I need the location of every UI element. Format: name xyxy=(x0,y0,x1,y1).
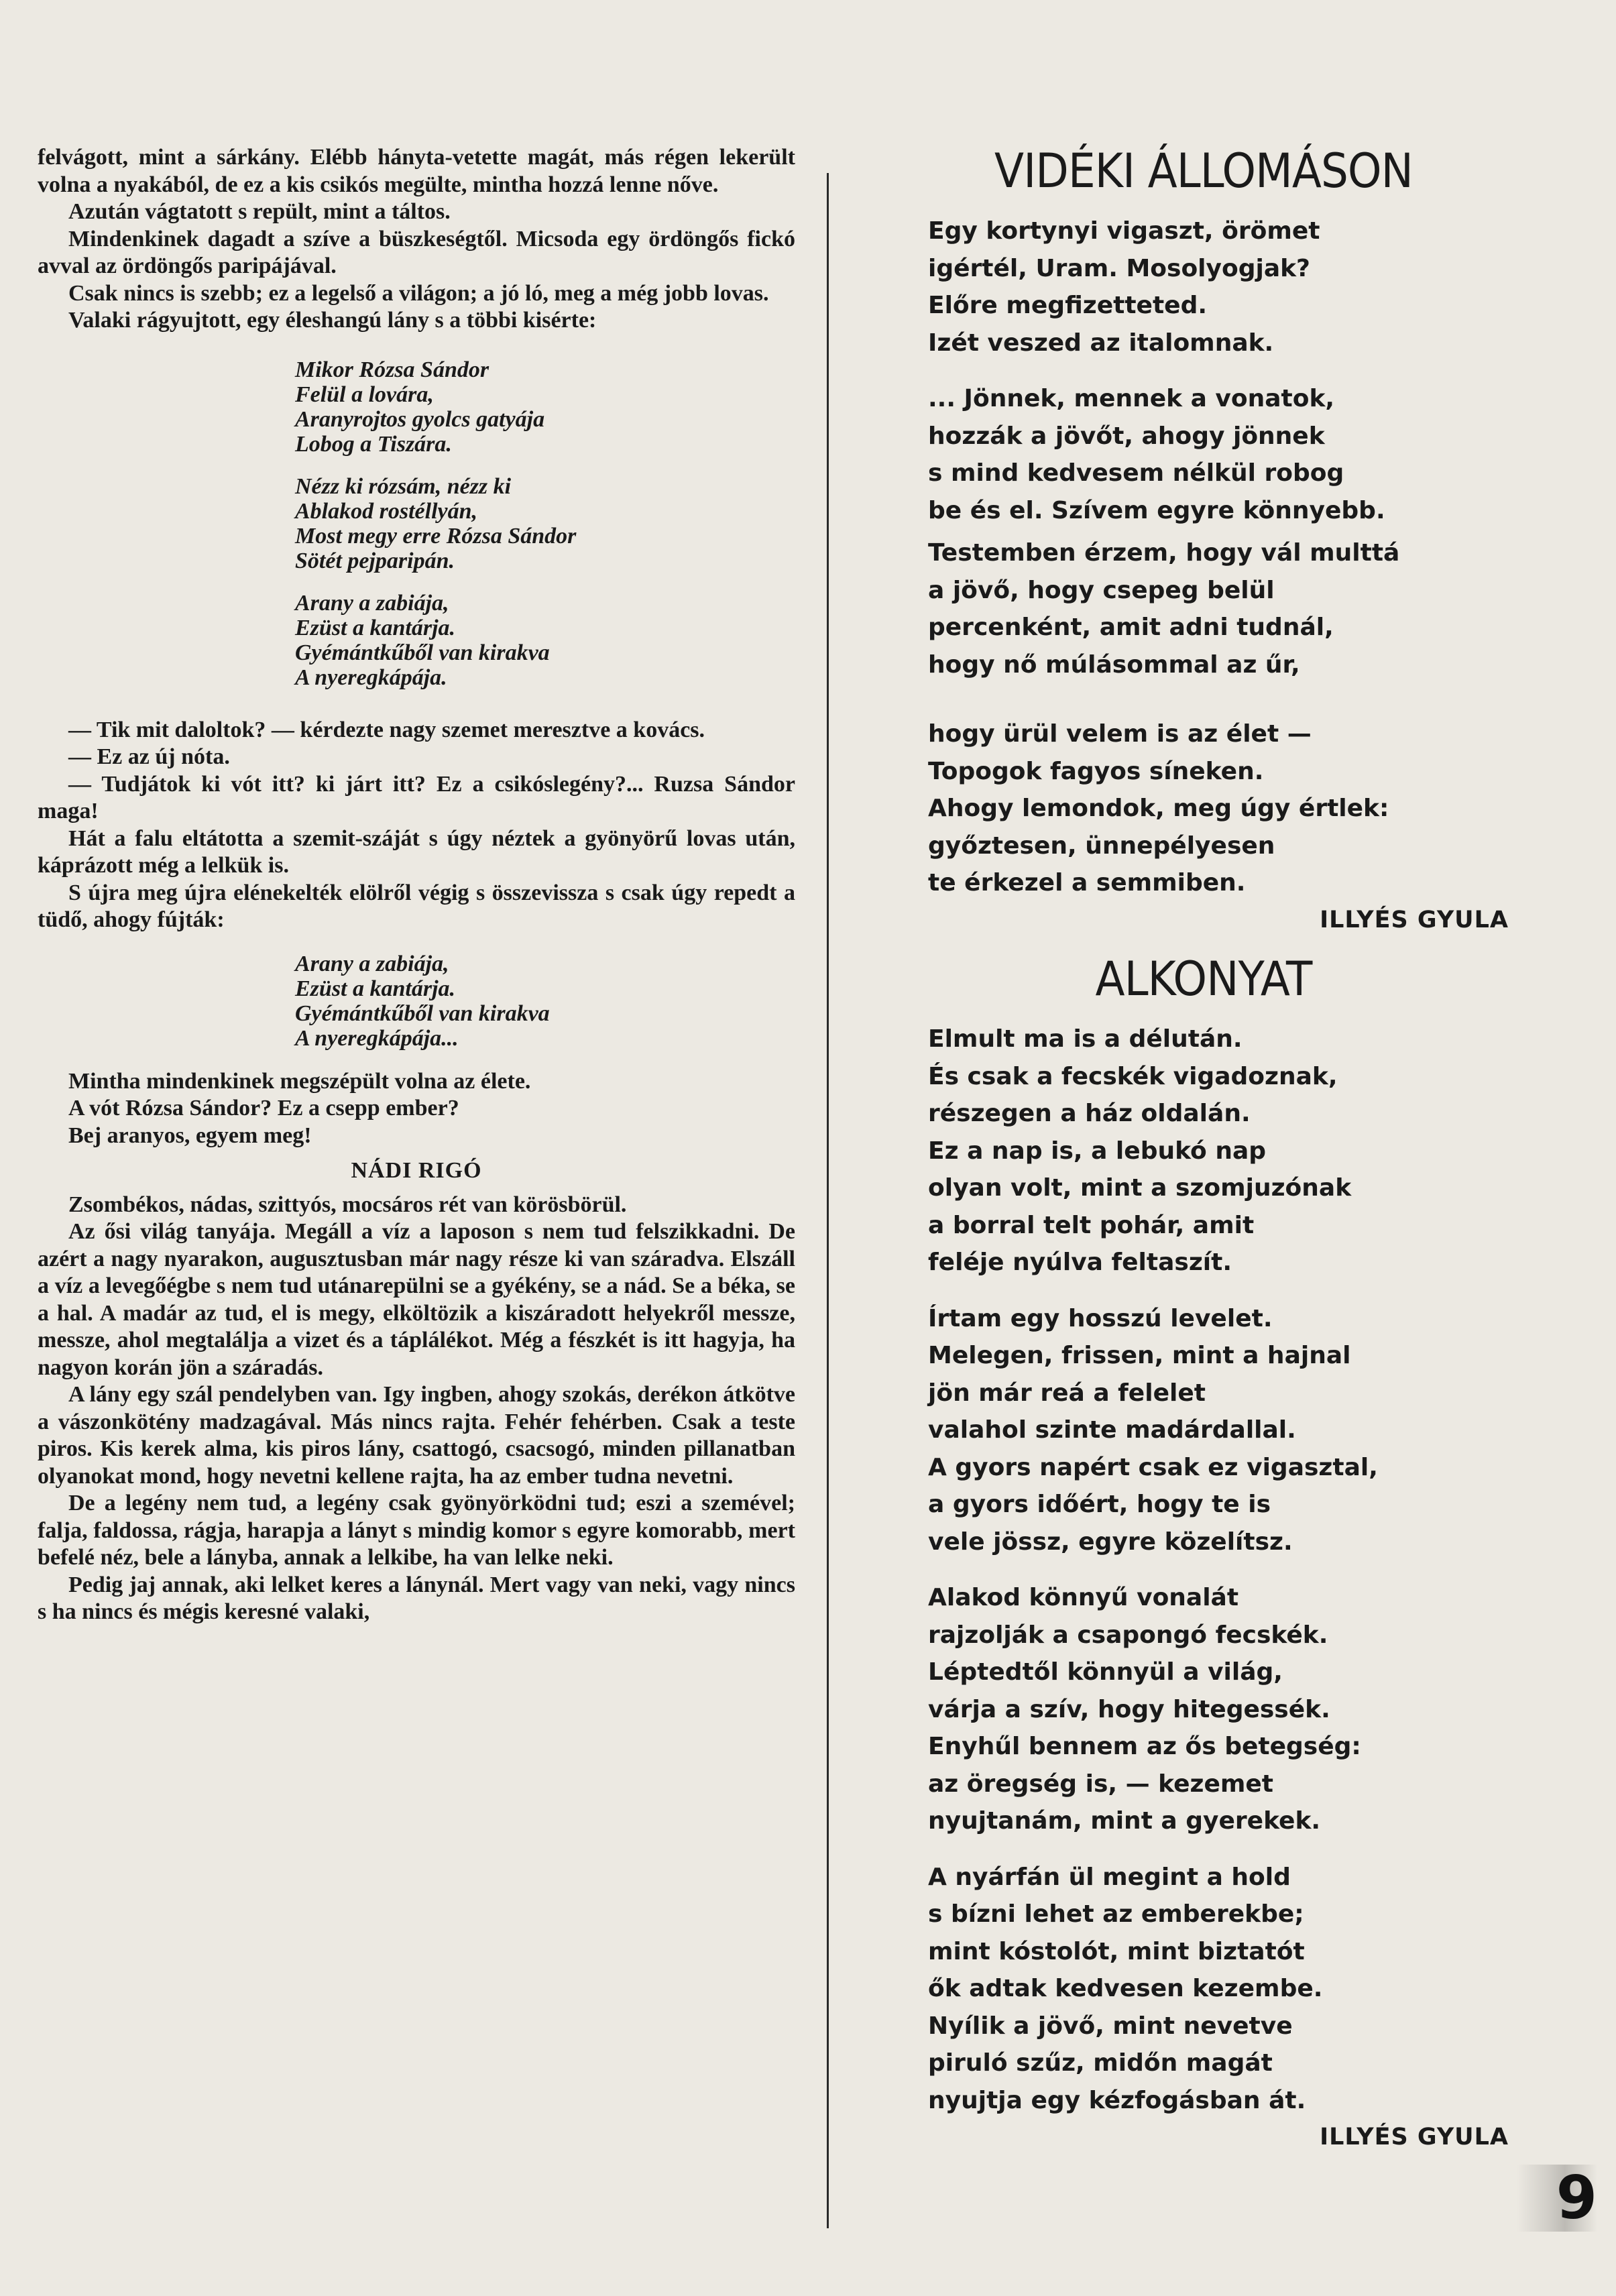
verse-line: Aranyrojtos gyolcs gatyája xyxy=(295,406,545,432)
poem-line: Írtam egy hosszú levelet. xyxy=(928,1304,1273,1332)
poem-line: A gyors napért csak ez vigasztal, xyxy=(928,1453,1378,1481)
verse-line: Nézz ki rózsám, nézz ki xyxy=(295,473,512,499)
poem-line: Ahogy lemondok, meg úgy értlek: xyxy=(928,795,1389,822)
poem-line: s mind kedvesem nélkül robog xyxy=(928,459,1344,487)
page-number: 9 xyxy=(1517,2165,1597,2232)
poem-line: hogy ürül velem is az élet — xyxy=(928,720,1312,748)
poem-stanza xyxy=(928,213,1515,361)
poem-line: az öregség is, — kezemet xyxy=(928,1770,1274,1798)
poem-line: Enyhűl bennem az ős betegség: xyxy=(928,1733,1361,1760)
section-heading: NÁDI RIGÓ xyxy=(351,1158,482,1183)
poem-line: Léptedtől könnyül a világ, xyxy=(928,1658,1283,1686)
poem-stanza xyxy=(928,1300,1515,1561)
verse-line: Sötét pejparipán. xyxy=(295,548,455,573)
verse-line: Arany a zabiája, xyxy=(295,951,449,976)
poem-stanza xyxy=(928,534,1515,683)
poem-line: Ez a nap is, a lebukó nap xyxy=(928,1137,1267,1165)
paragraph: Hát a falu eltátotta a szemit-száját s úgy néztek a gyönyörű lovas után, káprázott még a lelkük is. xyxy=(38,825,795,878)
verse-line: A nyeregkápája... xyxy=(295,1025,459,1051)
verse-line: A nyeregkápája. xyxy=(295,665,447,690)
paragraph: felvágott, mint a sárkány. Elébb hányta-vetette magát, más régen lekerült volna a nyakából, de ez a kis csikós megülte, mintha hozzá lenne nőve. xyxy=(38,145,795,197)
poem-line: rajzolják a csapongó fecskék. xyxy=(928,1621,1328,1649)
song-stanza-3 xyxy=(295,591,795,690)
poem-stanza xyxy=(928,1021,1515,1281)
paragraph: De a legény nem tud, a legény csak gyönyörködni tud; eszi a szemével; falja, faldossa, rágja, harapja a lányt s mindig komor s egyre komorabb, mert befelé néz, bele a lányba, annak a lelkibe, ha van lelke neki. xyxy=(38,1491,795,1570)
paragraph: Pedig jaj annak, aki lelket keres a lánynál. Mert vagy van neki, vagy nincs s ha nincs és mégis keresné valaki, xyxy=(38,1572,795,1624)
poem-line: részegen a ház oldalán. xyxy=(928,1100,1251,1127)
poem-line: Melegen, frissen, mint a hajnal xyxy=(928,1342,1351,1369)
song-stanza-2 xyxy=(295,474,795,573)
verse-line: Felül a lovára, xyxy=(295,382,434,407)
poem-line: igértél, Uram. Mosolyogjak? xyxy=(928,254,1310,282)
verse-line: Gyémántkűből van kirakva xyxy=(295,1000,550,1026)
poem-stanza xyxy=(928,1579,1515,1840)
verse-line: Ezüst a kantárja. xyxy=(295,615,456,640)
poem-line: valahol szinte madárdallal. xyxy=(928,1416,1296,1444)
verse-line: Mikor Rózsa Sándor xyxy=(295,357,489,382)
column-divider xyxy=(827,173,829,2228)
paragraph: A lány egy szál pendelyben van. Igy ingben, ahogy szokás, derékon átkötve a vászonkötény madzagával. Más nincs rajta. Fehér fehérben. Csak a teste piros. Kis kerek alma, kis piros lány, csattogó, csacsogó, minden pillanatban olyanokat mond, hogy nevetni kellene rajta, ha az ember tudna nevetni. xyxy=(38,1382,795,1489)
poem-line: Alakod könnyű vonalát xyxy=(928,1584,1239,1611)
poem-line: És csak a fecskék vigadoznak, xyxy=(928,1062,1338,1090)
poem-line: feléje nyúlva feltaszít. xyxy=(928,1249,1232,1276)
verse-line: Ablakod rostéllyán, xyxy=(295,498,478,524)
paragraph: A vót Rózsa Sándor? Ez a csepp ember? xyxy=(68,1096,459,1121)
paragraph: Valaki rágyujtott, egy éleshangú lány s a többi kisérte: xyxy=(68,308,597,333)
poem-title: ALKONYAT xyxy=(1095,952,1312,1007)
poem-line: várja a szív, hogy hitegessék. xyxy=(928,1695,1330,1723)
poem-line: ők adtak kedvesen kezembe. xyxy=(928,1975,1323,2002)
paragraph: — Tik mit daloltok? — kérdezte nagy szemet meresztve a kovács. xyxy=(68,717,705,742)
song-stanza-1 xyxy=(295,357,795,457)
right-column xyxy=(892,144,1515,2170)
poem-line: s bízni lehet az emberekbe; xyxy=(928,1900,1304,1928)
verse-line: Arany a zabiája, xyxy=(295,590,449,616)
poem-author: ILLYÉS GYULA xyxy=(1320,906,1509,933)
verse-line: Lobog a Tiszára. xyxy=(295,431,452,457)
paragraph: Zsombékos, nádas, szittyós, mocsáros rét van körösbörül. xyxy=(68,1192,627,1217)
poem-line: a jövő, hogy csepeg belül xyxy=(928,576,1275,604)
poem-line: győztesen, ünnepélyesen xyxy=(928,831,1275,860)
poem-line: nyujtja egy kézfogásban át. xyxy=(928,2086,1306,2114)
poem-line: Elmult ma is a délután. xyxy=(928,1025,1243,1053)
poem-line: vele jössz, egyre közelítsz. xyxy=(928,1528,1293,1556)
poem-line: piruló szűz, midőn magát xyxy=(928,2049,1273,2077)
poem-stanza xyxy=(928,380,1515,529)
verse-line: Gyémántkűből van kirakva xyxy=(295,640,550,665)
poem-line: ... Jönnek, mennek a vonatok, xyxy=(928,385,1335,412)
poem-line: hogy nő múlásommal az űr, xyxy=(928,650,1300,679)
poem-author: ILLYÉS GYULA xyxy=(1320,2124,1509,2150)
poem-line: jön már reá a felelet xyxy=(928,1379,1206,1407)
song-stanza-4 xyxy=(295,952,795,1051)
poem-line: A nyárfán ül megint a hold xyxy=(928,1863,1291,1891)
paragraph: Bej aranyos, egyem meg! xyxy=(68,1123,312,1148)
poem-line: Nyílik a jövő, mint nevetve xyxy=(928,2012,1293,2040)
poem-line: hozzák a jövőt, ahogy jönnek xyxy=(928,422,1325,450)
poem-line: te érkezel a semmiben. xyxy=(928,869,1246,897)
poem-line: Testemben érzem, hogy vál multtá xyxy=(928,539,1400,567)
poem-line: a borral telt pohár, amit xyxy=(928,1211,1255,1239)
poem-stanza xyxy=(928,715,1515,902)
paragraph: — Tudjátok ki vót itt? ki járt itt? Ez a csikóslegény?... Ruzsa Sándor maga! xyxy=(38,771,795,823)
poem-line: Topogok fagyos síneken. xyxy=(928,757,1264,785)
verse-line: Most megy erre Rózsa Sándor xyxy=(295,523,577,549)
poem-line: a gyors időért, hogy te is xyxy=(928,1491,1271,1518)
poem-title: VIDÉKI ÁLLOMÁSON xyxy=(994,144,1413,198)
paragraph: — Ez az új nóta. xyxy=(68,744,230,769)
poem-line: Egy kortynyi vigaszt, örömet xyxy=(928,217,1320,245)
paragraph: Azután vágtatott s repült, mint a táltos. xyxy=(68,199,451,224)
paragraph: Mintha mindenkinek megszépült volna az élete. xyxy=(68,1068,531,1094)
paragraph: Az ősi világ tanyája. Megáll a víz a laposon s nem tud felszikkadni. De azért a nagy nyarakon, augusztusban már nagy része ki van száradva. Elszáll a víz a levegőégbe s nem tud utánarepülni se a gyékény, se a nád. Se a béka, se a hal. A madár az tud, el is megy, elköltözik a kiszáradott helyekről messze, messze, ahol megtalálja a vizet és a táplálékot. Még a fészkét is itt hagyja, ha nagyon korán jön a száradás. xyxy=(38,1219,795,1380)
poem-line: nyujtanám, mint a gyerekek. xyxy=(928,1807,1321,1835)
poem-line: be és el. Szívem egyre könnyebb. xyxy=(928,496,1385,524)
verse-line: Ezüst a kantárja. xyxy=(295,976,456,1001)
poem-line: Izét veszed az italomnak. xyxy=(928,329,1274,357)
paragraph: S újra meg újra elénekelték elölről végig s összevissza s csak úgy repedt a tüdő, ahogy fújták: xyxy=(38,880,795,932)
poem-line: olyan volt, mint a szomjuzónak xyxy=(928,1174,1352,1202)
poem-line: mint kóstolót, mint biztatót xyxy=(928,1937,1305,1965)
poem-stanza xyxy=(928,1859,1515,2120)
left-column xyxy=(38,144,795,1626)
poem-line: Előre megfizetteted. xyxy=(928,292,1208,319)
paragraph: Mindenkinek dagadt a szíve a büszkeségtől. Micsoda egy ördöngős fickó avval az ördöngős paripájával. xyxy=(38,226,795,278)
poem-line: percenként, amit adni tudnál, xyxy=(928,614,1334,641)
paragraph: Csak nincs is szebb; ez a legelső a világon; a jó ló, meg a még jobb lovas. xyxy=(68,280,769,306)
